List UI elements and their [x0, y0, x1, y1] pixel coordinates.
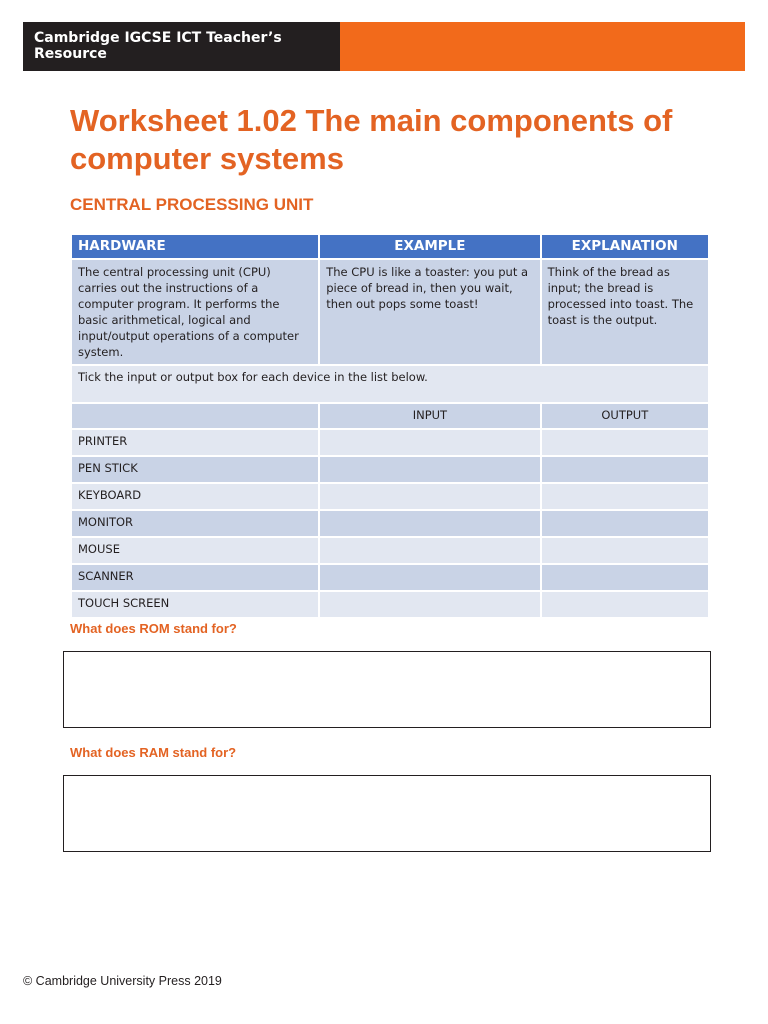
- cpu-table: [70, 233, 710, 619]
- header-example: EXAMPLE: [319, 234, 540, 259]
- device-name: PRINTER: [71, 429, 319, 456]
- table-row: [71, 591, 709, 618]
- device-name: MONITOR: [71, 510, 319, 537]
- tick-header-row: [71, 403, 709, 429]
- device-name: TOUCH SCREEN: [71, 591, 319, 618]
- input-tick-cell[interactable]: [319, 429, 540, 456]
- output-tick-cell[interactable]: [541, 537, 709, 564]
- instruction-text: Tick the input or output box for each device in the list below.: [71, 365, 709, 403]
- device-name: SCANNER: [71, 564, 319, 591]
- table-row: [71, 564, 709, 591]
- output-tick-cell[interactable]: [541, 456, 709, 483]
- header-hardware: HARDWARE: [71, 234, 319, 259]
- table-row: [71, 510, 709, 537]
- table-row: [71, 537, 709, 564]
- header-title: Cambridge IGCSE ICT Teacher’s Resource: [23, 22, 340, 71]
- worksheet-title: Worksheet 1.02 The main components of computer systems: [70, 103, 673, 176]
- input-column-label: INPUT: [319, 403, 540, 429]
- table-header-row: [71, 234, 709, 259]
- example-description: The CPU is like a toaster: you put a piece of bread in, then you wait, then out pops some toast!: [319, 259, 540, 365]
- section-heading: CENTRAL PROCESSING UNIT: [70, 195, 314, 214]
- header-bar: [23, 22, 745, 71]
- output-tick-cell[interactable]: [541, 429, 709, 456]
- output-tick-cell[interactable]: [541, 510, 709, 537]
- description-row: [71, 259, 709, 365]
- input-tick-cell[interactable]: [319, 483, 540, 510]
- output-column-label: OUTPUT: [541, 403, 709, 429]
- rom-question: What does ROM stand for?: [70, 621, 237, 636]
- header-explanation: EXPLANATION: [541, 234, 709, 259]
- input-tick-cell[interactable]: [319, 456, 540, 483]
- device-name: KEYBOARD: [71, 483, 319, 510]
- device-column-label: [71, 403, 319, 429]
- table-row: [71, 429, 709, 456]
- copyright-footer: © Cambridge University Press 2019: [23, 974, 222, 988]
- hardware-description: The central processing unit (CPU) carries out the instructions of a computer program. It performs the basic arithmetical, logical and input/output operations of a computer system.: [71, 259, 319, 365]
- table-row: [71, 483, 709, 510]
- table-row: [71, 456, 709, 483]
- rom-answer-box[interactable]: [63, 651, 711, 728]
- output-tick-cell[interactable]: [541, 564, 709, 591]
- instruction-row: [71, 365, 709, 403]
- input-tick-cell[interactable]: [319, 564, 540, 591]
- output-tick-cell[interactable]: [541, 483, 709, 510]
- input-tick-cell[interactable]: [319, 591, 540, 618]
- ram-answer-box[interactable]: [63, 775, 711, 852]
- ram-question: What does RAM stand for?: [70, 745, 237, 760]
- device-name: MOUSE: [71, 537, 319, 564]
- input-tick-cell[interactable]: [319, 537, 540, 564]
- device-name: PEN STICK: [71, 456, 319, 483]
- input-tick-cell[interactable]: [319, 510, 540, 537]
- header-accent: [340, 22, 745, 71]
- output-tick-cell[interactable]: [541, 591, 709, 618]
- explanation-description: Think of the bread as input; the bread is processed into toast. The toast is the output.: [541, 259, 709, 365]
